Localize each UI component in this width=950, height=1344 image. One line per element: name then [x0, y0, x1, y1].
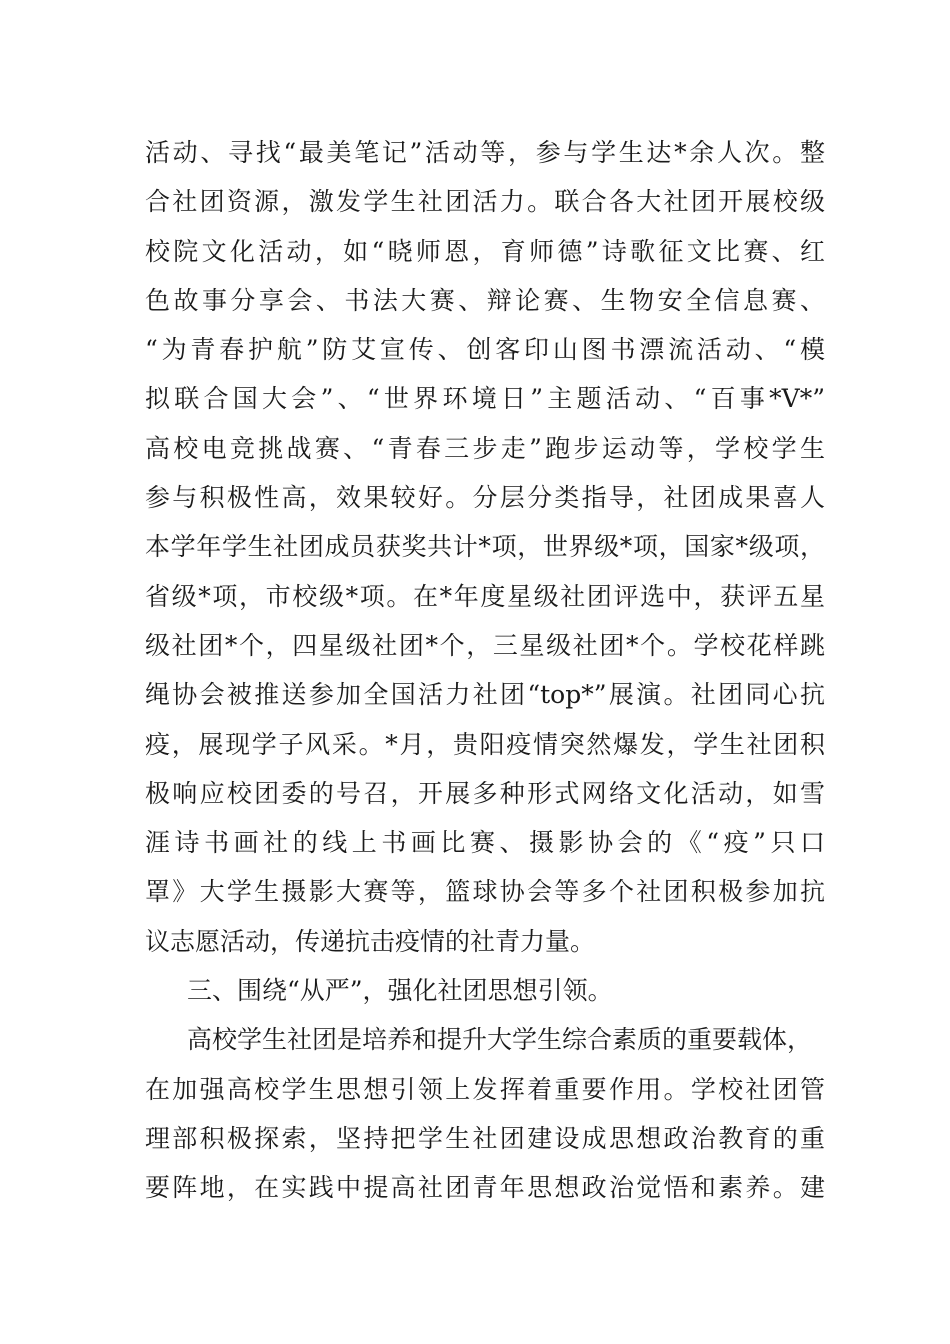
text-line: 参与积极性高，效果较好。分层分类指导，社团成果喜人: [145, 483, 825, 513]
text-line: “为青春护航”防艾宣传、创客印山图书漂流活动、“模: [145, 335, 825, 365]
text-line: 在加强高校学生思想引领上发挥着重要作用。学校社团管: [145, 1074, 825, 1104]
text-line: 活动、寻找“最美笔记”活动等，参与学生达*余人次。整: [145, 138, 825, 167]
text-line: 省级*项，市校级*项。在*年度星级社团评选中，获评五星: [145, 581, 825, 611]
text-line: 合社团资源，激发学生社团活力。联合各大社团开展校级: [145, 187, 825, 217]
text-line: 要阵地，在实践中提高社团青年思想政治觉悟和素养。建: [145, 1173, 825, 1203]
document-body: [145, 128, 825, 1213]
text-line: 级社团*个，四星级社团*个，三星级社团*个。学校花样跳: [145, 630, 825, 660]
section-heading: 三、围绕“从严”，强化社团思想引领。: [187, 976, 613, 1006]
text-line: 理部积极探索，坚持把学生社团建设成思想政治教育的重: [145, 1123, 825, 1153]
paragraph-first-line: 高校学生社团是培养和提升大学生综合素质的重要载体，: [187, 1025, 813, 1055]
text-line: 涯诗书画社的线上书画比赛、摄影协会的《“疫”只口: [145, 828, 825, 858]
text-line: 拟联合国大会”、“世界环境日”主题活动、“百事*V*”: [145, 384, 825, 414]
text-line: 色故事分享会、书法大赛、辩论赛、生物安全信息赛、: [145, 285, 825, 315]
text-line: 本学年学生社团成员获奖共计*项，世界级*项，国家*级项，: [145, 532, 825, 562]
text-line: 高校电竞挑战赛、“青春三步走”跑步运动等，学校学生: [145, 433, 825, 463]
text-line: 疫，展现学子风采。*月，贵阳疫情突然爆发，学生社团积: [145, 729, 825, 759]
text-line: 校院文化活动，如“晓师恩，育师德”诗歌征文比赛、红: [145, 236, 825, 266]
text-line: 罩》大学生摄影大赛等，篮球协会等多个社团积极参加抗: [145, 877, 825, 907]
text-line: 绳协会被推送参加全国活力社团“top*”展演。社团同心抗: [145, 680, 825, 710]
paragraph-end-line: 议志愿活动，传递抗击疫情的社青力量。: [145, 926, 596, 956]
text-line: 极响应校团委的号召，开展多种形式网络文化活动，如雪: [145, 778, 825, 808]
